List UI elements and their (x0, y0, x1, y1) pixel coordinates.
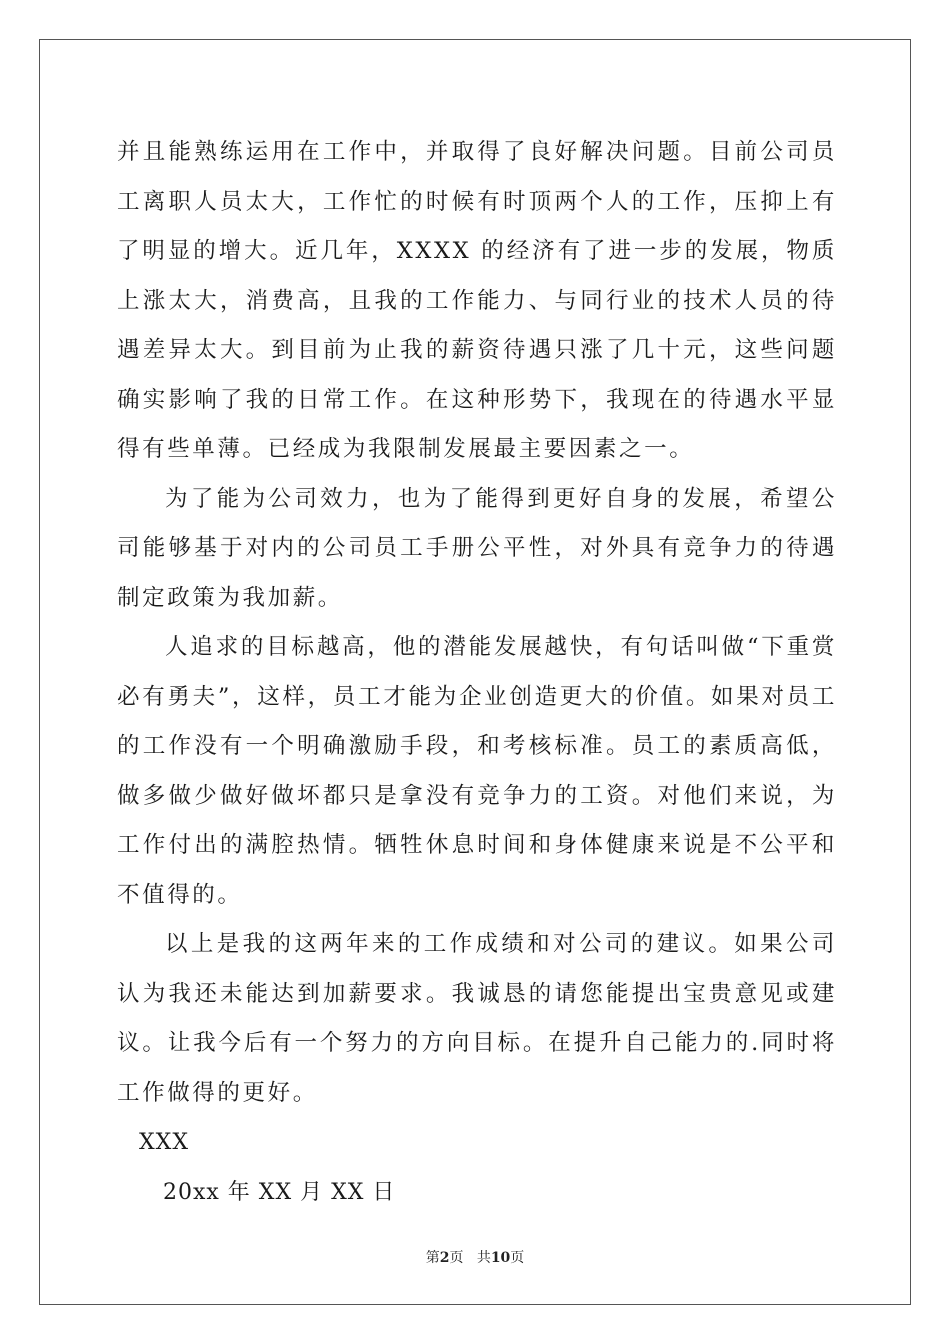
footer-total-suffix: 页 (510, 1250, 525, 1266)
footer-total-prefix: 共 (476, 1250, 491, 1266)
footer-page-suffix: 页 (449, 1250, 464, 1266)
paragraph-4: 以上是我的这两年来的工作成绩和对公司的建议。如果公司认为我还未能达到加薪要求。我诚恳的请您能提出宝贵意见或建议。让我今后有一个努力的方向目标。在提升自己能力的.同时将工作做得的更好。 (117, 931, 837, 1106)
footer-total-pages: 10 (490, 1250, 511, 1266)
document-body (117, 128, 837, 1217)
paragraph-3: 人追求的目标越高，他的潜能发展越快，有句话叫做“下重赏必有勇夫”，这样，员工才能为企业创造更大的价值。如果对员工的工作没有一个明确激励手段，和考核标准。员工的素质高低，做多做少做好做坏都只是拿没有竞争力的工资。对他们来说，为工作付出的满腔热情。牺牲休息时间和身体健康来说是不公平和不值得的。 (117, 634, 837, 908)
signature-name: XXX (139, 1130, 189, 1155)
page-footer (0, 1247, 950, 1267)
paragraph-1: 并且能熟练运用在工作中，并取得了良好解决问题。目前公司员工离职人员太大，工作忙的时候有时顶两个人的工作，压抑上有了明显的增大。近几年，XXXX 的经济有了进一步的发展，物质上涨太大，消费高，且我的工作能力、与同行业的技术人员的待遇差异太大。到目前为止我的薪资待遇只涨了几十元，这些问题确实影响了我的日常工作。在这种形势下，我现在的待遇水平显得有些单薄。已经成为我限制发展最主要因素之一。 (117, 139, 837, 462)
footer-page-prefix: 第 (425, 1250, 440, 1266)
footer-page-number: 2 (439, 1250, 450, 1266)
paragraph-2: 为了能为公司效力，也为了能得到更好自身的发展，希望公司能够基于对内的公司员工手册公平性，对外具有竞争力的待遇制定政策为我加薪。 (117, 485, 837, 611)
signature-date: 20xx 年 XX 月 XX 日 (163, 1179, 396, 1205)
